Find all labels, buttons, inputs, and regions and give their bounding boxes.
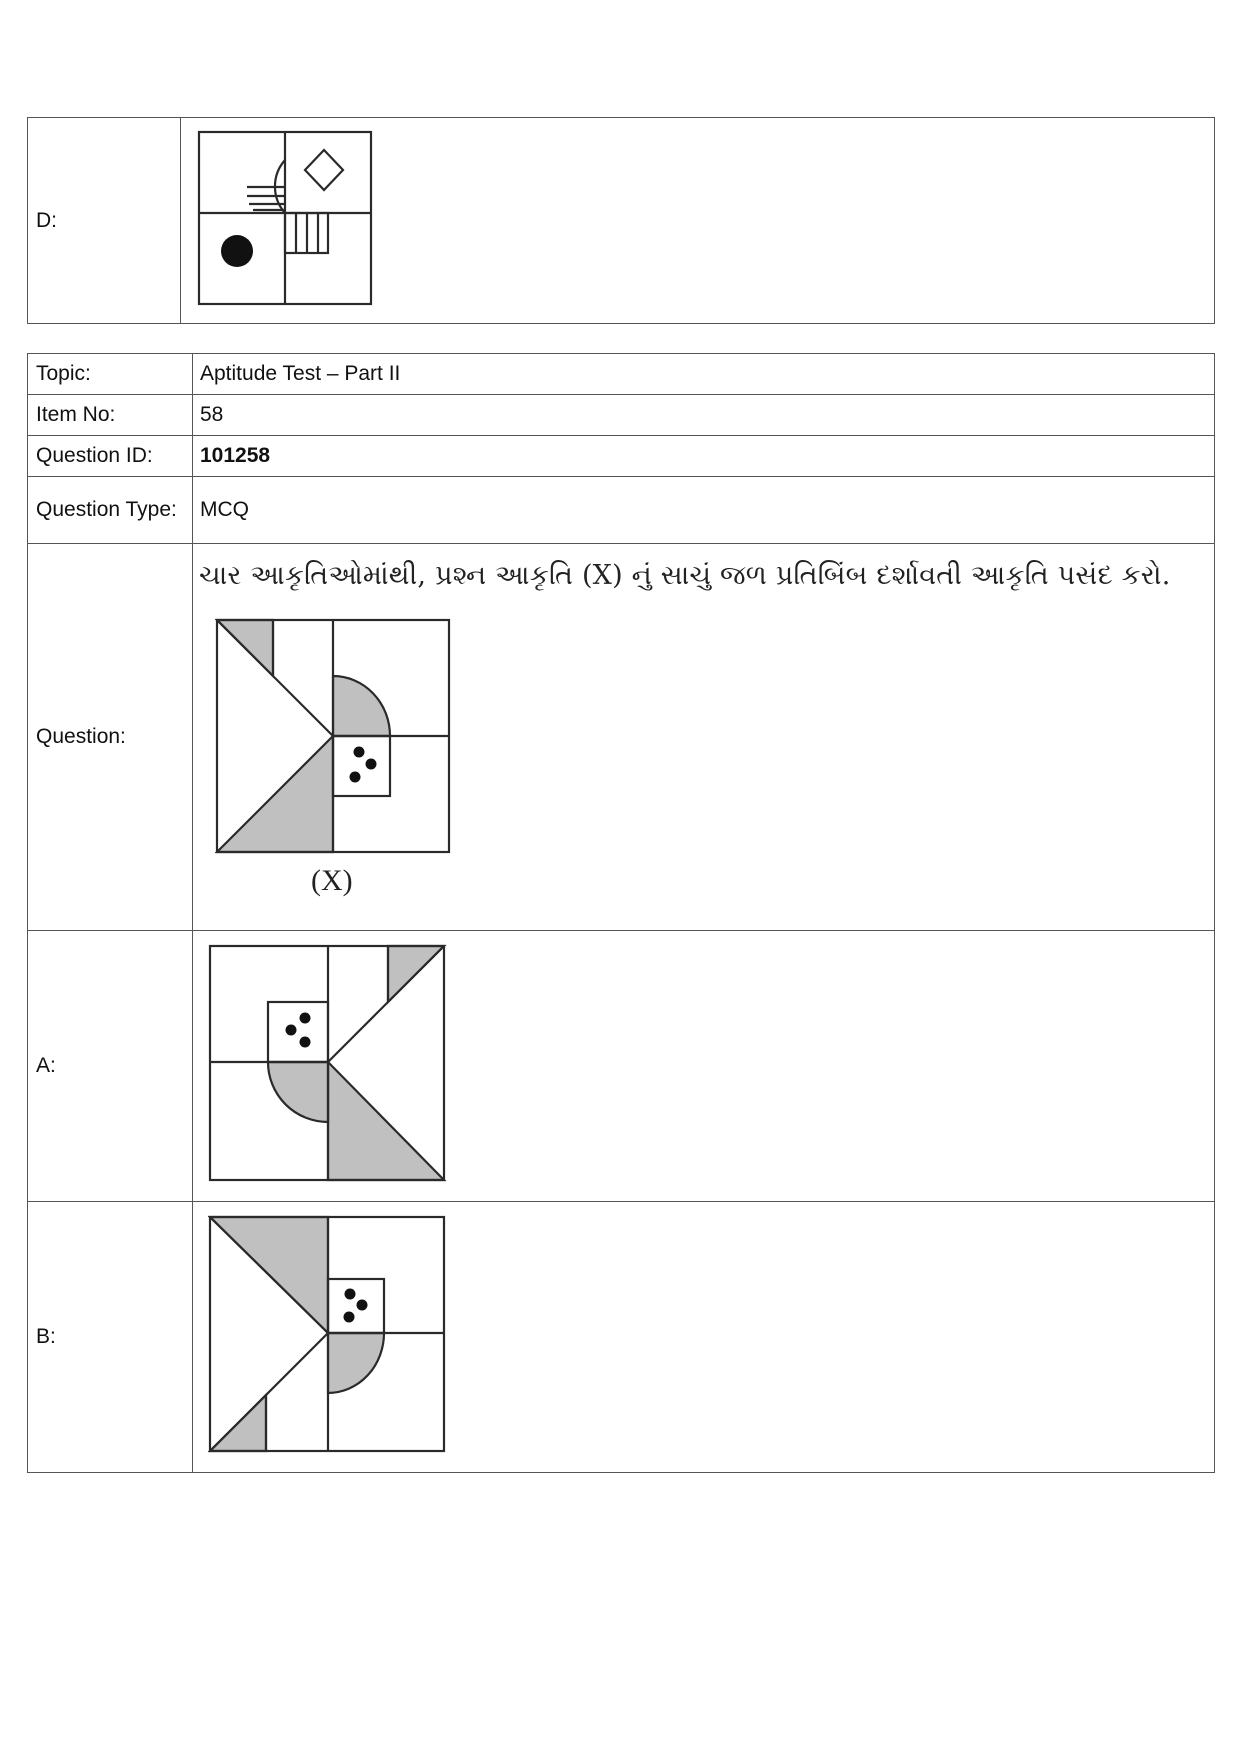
question-content	[193, 544, 1215, 931]
question-id-value: 101258	[193, 436, 1215, 477]
figure-x-caption: (X)	[311, 864, 353, 897]
question-type-value: MCQ	[193, 477, 1215, 544]
question-details-table	[27, 353, 1215, 1473]
option-b-label: B:	[28, 1202, 193, 1473]
item-no-row	[28, 395, 1215, 436]
option-d-table	[27, 117, 1215, 324]
option-b-figure	[208, 1215, 452, 1459]
option-d-figure-cell	[181, 118, 1215, 324]
option-a-row	[28, 931, 1215, 1202]
option-b-row	[28, 1202, 1215, 1473]
option-a-label: A:	[28, 931, 193, 1202]
question-label: Question:	[28, 544, 193, 931]
question-id-row	[28, 436, 1215, 477]
question-text: ચાર આકૃતિઓમાંથી, પ્રશ્ન આકૃતિ (X) નું સાચું જળ પ્રતિબિંબ દર્શાવતી આકૃતિ પસંદ કરો.	[199, 560, 1171, 591]
topic-row	[28, 354, 1215, 395]
option-d-label: D:	[28, 118, 181, 324]
option-b-cell	[193, 1202, 1215, 1473]
question-type-row	[28, 477, 1215, 544]
topic-value: Aptitude Test – Part II	[193, 354, 1215, 395]
option-d-figure	[197, 130, 377, 312]
item-no-label: Item No:	[28, 395, 193, 436]
question-row	[28, 544, 1215, 931]
item-no-value: 58	[193, 395, 1215, 436]
question-type-label: Question Type:	[28, 477, 193, 544]
question-id-label: Question ID:	[28, 436, 193, 477]
question-figure-x	[215, 618, 459, 858]
topic-label: Topic:	[28, 354, 193, 395]
option-a-cell	[193, 931, 1215, 1202]
option-a-figure	[208, 944, 452, 1188]
